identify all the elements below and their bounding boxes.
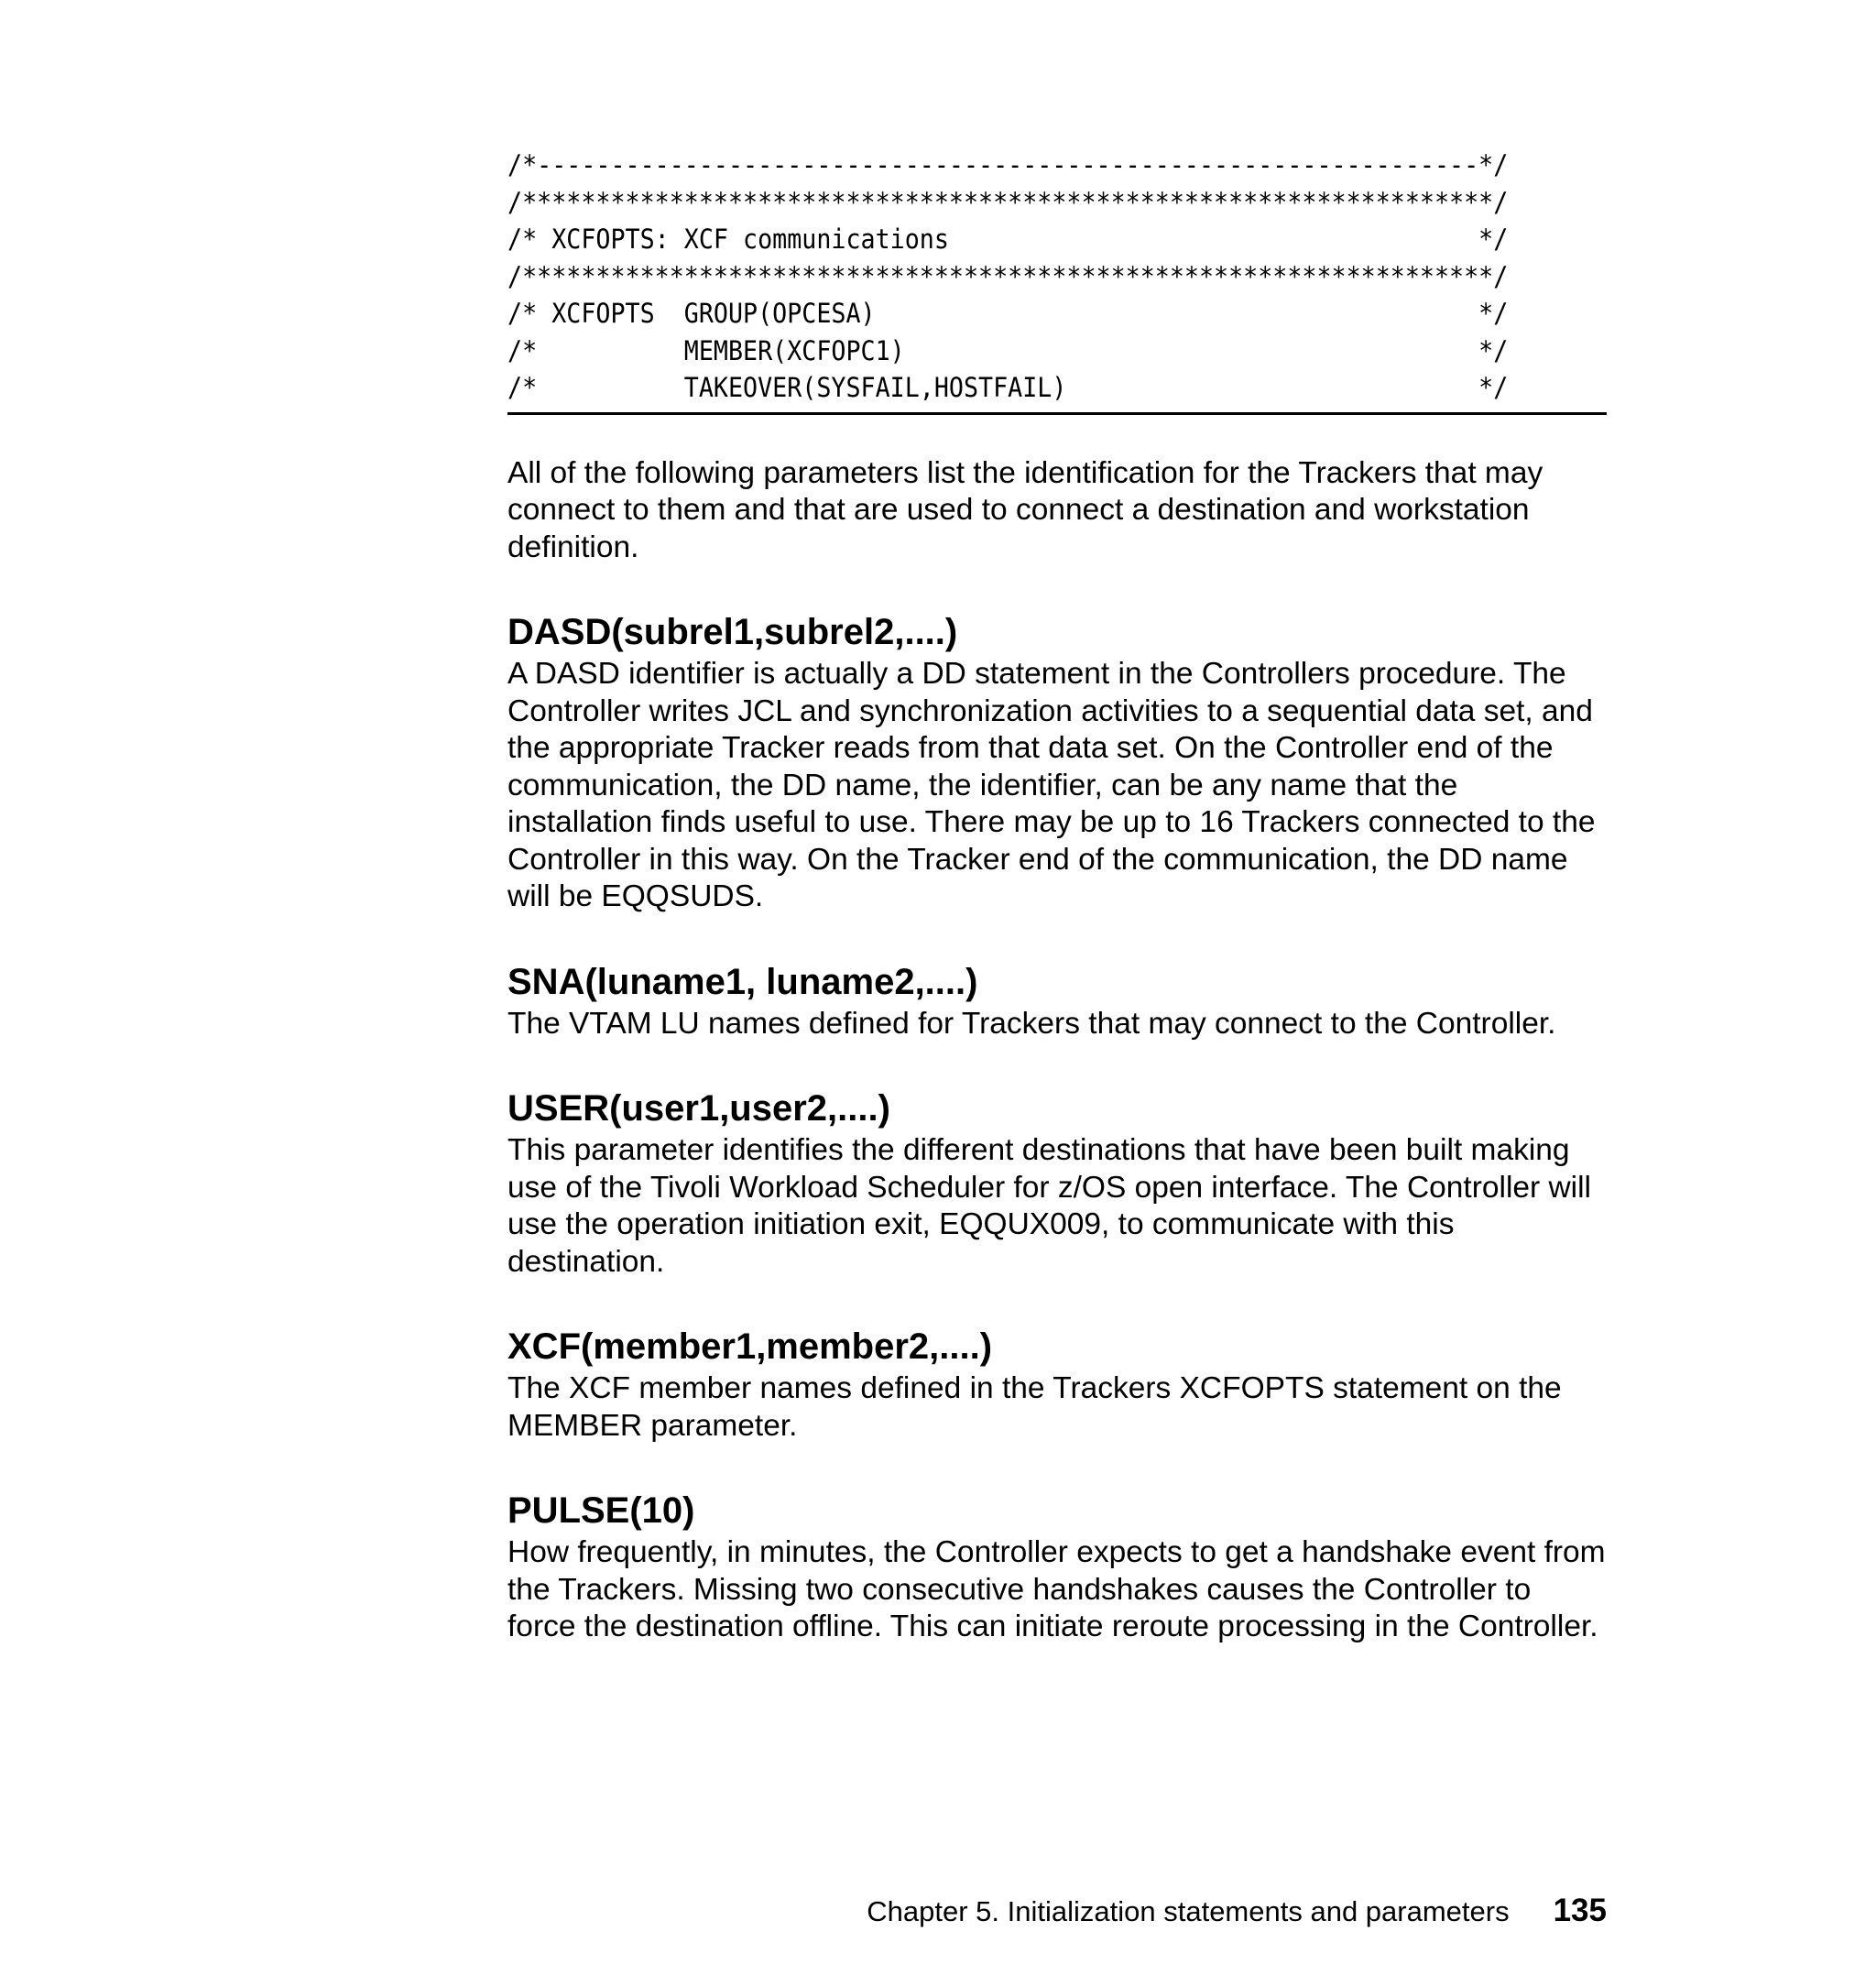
code-block — [507, 147, 1607, 415]
section-heading: DASD(subrel1,subrel2,....) — [507, 612, 958, 652]
section-body: This parameter identifies the different destinations that have been built making use of the Tivoli Workload Scheduler for z/OS open interface. The Controller will use the operation initiation exit, EQQUX009, to communicate with this destination. — [507, 1133, 1592, 1279]
section-user — [507, 1086, 1607, 1281]
code-line: /*----------------------------------------------------------------*/ — [507, 149, 1509, 180]
code-line: /* XCFOPTS: XCF communications */ — [507, 224, 1509, 255]
section-pulse — [507, 1489, 1607, 1646]
section-body: The VTAM LU names defined for Trackers that may connect to the Controller. — [507, 1006, 1556, 1041]
code-line: /******************************************************************/ — [507, 186, 1509, 218]
page-footer — [867, 1893, 1607, 1930]
code-line: /* TAKEOVER(SYSFAIL,HOSTFAIL) */ — [507, 372, 1509, 403]
intro-paragraph: All of the following parameters list the identification for the Trackers that may connect to them and that are used to connect a destination and workstation definition. — [507, 455, 1543, 564]
section-heading: XCF(member1,member2,....) — [507, 1326, 993, 1367]
section-heading: PULSE(10) — [507, 1490, 695, 1531]
section-dasd — [507, 610, 1607, 916]
code-line: /******************************************************************/ — [507, 260, 1509, 292]
code-line: /* MEMBER(XCFOPC1) */ — [507, 334, 1509, 366]
section-body: How frequently, in minutes, the Controller expects to get a handshake event from the Trackers. Missing two consecutive handshakes causes the Controller to force the destination offline. This can initiate reroute processing in the Controller. — [507, 1535, 1606, 1643]
code-line: /* XCFOPTS GROUP(OPCESA) */ — [507, 298, 1509, 329]
section-heading: SNA(luname1, luname2,....) — [507, 961, 978, 1002]
page-number: 135 — [1553, 1893, 1607, 1928]
page-content — [507, 147, 1607, 1646]
section-heading: USER(user1,user2,....) — [507, 1088, 890, 1129]
footer-chapter-title: Chapter 5. Initialization statements and parameters — [867, 1895, 1510, 1927]
section-sna — [507, 960, 1607, 1043]
section-body: The XCF member names defined in the Trackers XCFOPTS statement on the MEMBER parameter. — [507, 1371, 1562, 1443]
section-xcf — [507, 1325, 1607, 1445]
section-body: A DASD identifier is actually a DD statement in the Controllers procedure. The Controller writes JCL and synchronization activities to a sequential data set, and the appropriate Tracker reads from that data set. On the Controller end of the communication, the DD name, the identifier, can be any name that the installation finds useful to use. There may be up to 16 Trackers connected to the Controller in this way. On the Tracker end of the communication, the DD name will be EQQSUDS. — [507, 657, 1596, 913]
